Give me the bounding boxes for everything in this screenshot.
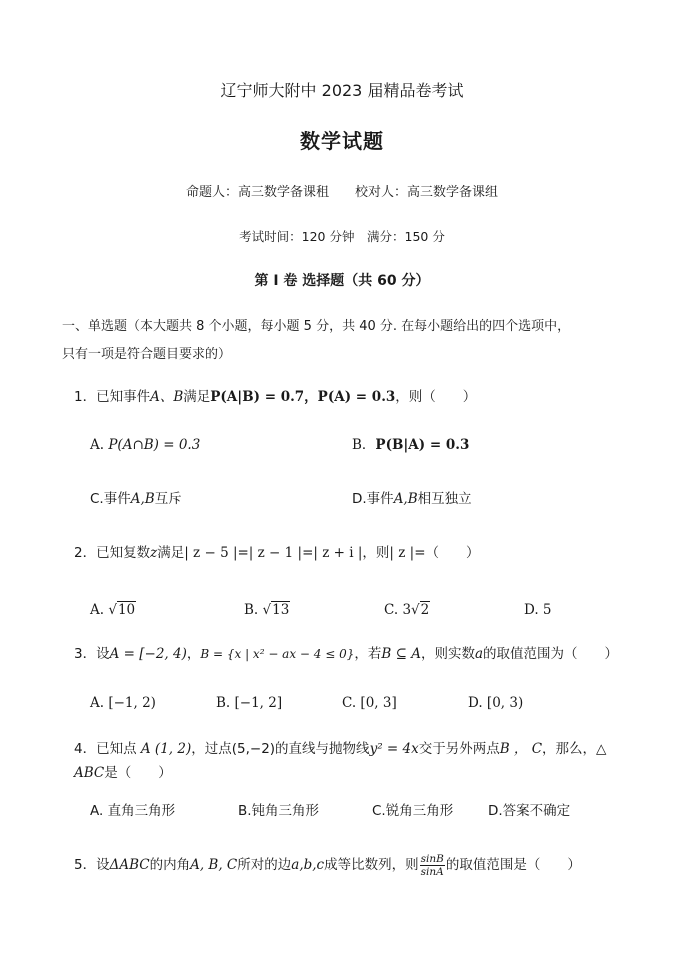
option-label: B． [352, 437, 376, 453]
ask-formula: | z |= [389, 545, 426, 561]
stem-text: ，则 [362, 545, 390, 561]
option-formula: P(B|A) = 0.3 [375, 437, 470, 453]
stem-text: 4．已知点 [74, 741, 137, 757]
set-a-formula: A = [−2, 4) [109, 646, 187, 662]
sqrt-icon: √ [262, 602, 272, 618]
sides-formula: a,b,c [291, 857, 325, 873]
section1-heading-line2: 只有一项是符合题目要求的） [62, 347, 232, 362]
option-formula: P(A∩B) = 0.3 [108, 437, 201, 453]
option-vars: A,B [130, 491, 155, 507]
sqrt-icon: √ [108, 602, 117, 618]
option-label: A. [90, 602, 105, 618]
q3-option-b[interactable]: B. [−1, 2] [216, 695, 283, 711]
q4-option-c[interactable]: C.锐角三角形 [372, 803, 454, 819]
stem-text: ，那么，△ [542, 741, 607, 757]
stem-text: 成等比数列，则 [324, 857, 419, 873]
q4-option-b[interactable]: B.钝角三角形 [238, 803, 320, 819]
school-title: 辽宁师大附中 2023 届精品卷考试 [220, 81, 464, 100]
fraction-denominator: sinA [420, 866, 444, 878]
question-4-stem-line1 [74, 740, 606, 758]
q3-option-c[interactable]: C. [0, 3] [342, 695, 397, 711]
stem-text: 的取值范围是（ ） [445, 857, 581, 873]
option-vars: A,B [393, 491, 418, 507]
author-line: 命题人：高三数学备课租 校对人：高三数学备课组 [185, 185, 498, 200]
question-number: 2． [74, 545, 97, 561]
option-text: 互斥 [154, 491, 182, 507]
stem-text: 所对的边 [237, 857, 292, 873]
q3-option-a[interactable]: A. [−1, 2) [90, 695, 156, 711]
question-3-stem [74, 645, 618, 663]
condition-formula: | z − 5 |=| z − 1 |=| z + i | [184, 545, 363, 561]
q2-option-a[interactable] [90, 601, 136, 619]
stem-text: ， [186, 646, 201, 662]
stem-text: 已知事件 [96, 389, 151, 405]
q2-option-b[interactable] [244, 601, 290, 619]
stem-text: ，过点(5,−2)的直线与抛物线 [191, 741, 370, 757]
q1-option-a[interactable] [90, 436, 200, 454]
var-a: a [474, 646, 484, 662]
question-number: 1． [74, 389, 97, 405]
q1-option-b[interactable] [352, 436, 469, 454]
subject-title: 数学试题 [300, 129, 384, 153]
question-number: 3． [74, 646, 97, 662]
stem-text: 满足 [183, 389, 211, 405]
set-b-formula: B = {x | x² − ax − 4 ≤ 0} [200, 647, 355, 661]
stem-text: （ ） [425, 545, 480, 561]
point-a: A (1, 2) [140, 741, 192, 757]
parabola-formula: y² = 4x [369, 741, 419, 757]
q4-option-a[interactable]: A. 直角三角形 [90, 803, 176, 819]
radicand: 2 [420, 602, 430, 618]
part-title: 第 I 卷 选择题（共 60 分） [254, 273, 430, 289]
stem-text: 的取值范围为（ ） [483, 646, 619, 662]
q2-option-d[interactable]: D. 5 [524, 602, 552, 618]
stem-text: ，若 [354, 646, 382, 662]
coefficient: 3 [402, 602, 412, 618]
question-2-stem [74, 544, 480, 562]
question-5-stem [74, 851, 581, 879]
points-bc: B ， C [499, 741, 543, 757]
sqrt-icon: √ [411, 602, 420, 618]
triangle-abc: ABC [74, 765, 105, 781]
option-text: 相互独立 [417, 491, 472, 507]
exam-time-score: 考试时间：120 分钟 满分：150 分 [239, 229, 445, 244]
q1-option-d[interactable] [352, 490, 472, 508]
stem-text: 的内角 [149, 857, 191, 873]
question-number: 5． [74, 857, 97, 873]
event-vars: A、B [150, 389, 184, 405]
fraction-numerator: sinB [420, 853, 444, 865]
stem-text: ，则（ ） [395, 389, 477, 405]
stem-text: 设 [96, 646, 110, 662]
stem-text: 满足 [157, 545, 185, 561]
sine-ratio-fraction [420, 853, 445, 878]
var-z: z [150, 545, 158, 561]
stem-text: ，则实数 [420, 646, 475, 662]
question-1-stem [74, 388, 476, 406]
option-label: C. [384, 602, 399, 618]
stem-text: 设 [96, 857, 110, 873]
radicand: 10 [117, 602, 136, 618]
stem-text: 是（ ） [104, 765, 172, 781]
section1-heading-line1: 一、单选题（本大题共 8 个小题，每小题 5 分，共 40 分. 在每小题给出的四个选项中， [62, 319, 571, 334]
subset-formula: B ⊆ A [381, 646, 421, 662]
condition-formula: P(A|B) = 0.7，P(A) = 0.3 [210, 389, 396, 405]
triangle-formula: ΔABC [109, 857, 150, 873]
stem-text: 交于另外两点 [418, 741, 500, 757]
option-label: D.事件 [352, 491, 394, 507]
angles-formula: A, B, C [190, 857, 238, 873]
stem-text: 已知复数 [96, 545, 151, 561]
q4-option-d[interactable]: D.答案不确定 [488, 803, 571, 819]
q1-option-c[interactable] [90, 490, 182, 508]
option-label: A. [90, 437, 105, 453]
q2-option-c[interactable] [384, 601, 430, 619]
option-label: B. [244, 602, 259, 618]
radicand: 13 [272, 602, 290, 618]
q3-option-d[interactable]: D. [0, 3) [468, 695, 524, 711]
option-label: C.事件 [90, 491, 131, 507]
question-4-stem-line2 [74, 764, 172, 782]
